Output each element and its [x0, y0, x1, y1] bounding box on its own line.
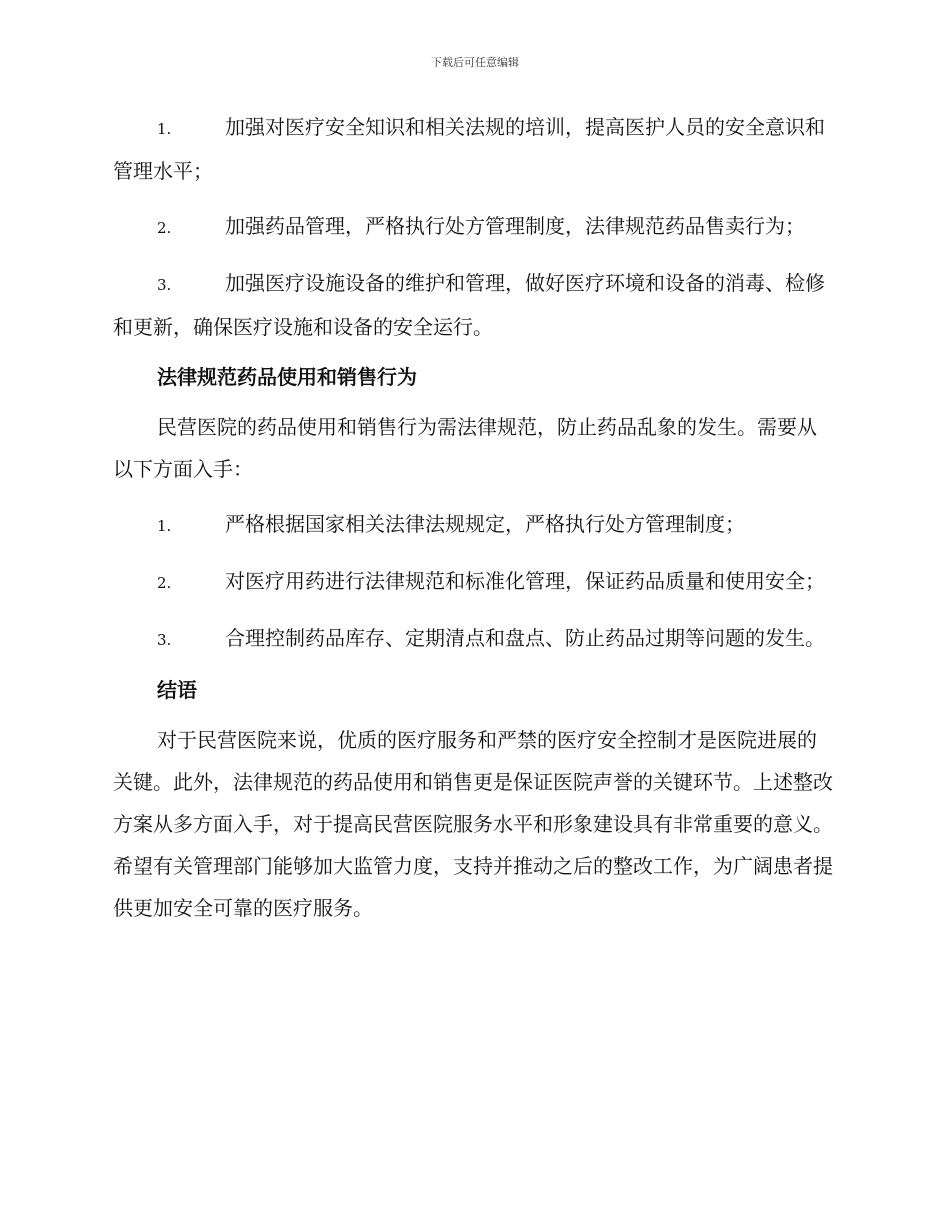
list-item: [113, 205, 833, 249]
list-item: [113, 503, 833, 547]
list-item: [113, 262, 833, 348]
list-text: 对医疗用药进行法律规范和标准化管理，保证药品质量和使用安全；: [225, 569, 825, 593]
list-number: 1.: [157, 120, 172, 138]
list-text: 加强医疗设施设备的维护和管理，做好医疗环境和设备的消毒、检修和更新，确保医疗设施和设备的安全运行。: [113, 271, 825, 339]
list-text: 严格根据国家相关法律法规规定，严格执行处方管理制度；: [225, 512, 745, 536]
section-heading: 结语: [157, 678, 197, 702]
intro-paragraph: 民营医院的药品使用和销售行为需法律规范，防止药品乱象的发生。需要从以下方面入手：: [113, 415, 817, 481]
list-item: [113, 617, 833, 661]
list-number: 2.: [157, 574, 172, 592]
list-text: 加强药品管理，严格执行处方管理制度，法律规范药品售卖行为；: [225, 214, 805, 238]
section-heading: 法律规范药品使用和销售行为: [157, 365, 417, 389]
list-number: 3.: [157, 631, 172, 649]
list-item: [113, 560, 833, 604]
conclusion-paragraph: 对于民营医院来说，优质的医疗服务和严禁的医疗安全控制才是医院进展的关键。此外，法律规范的药品使用和销售更是保证医院声誉的关键环节。上述整改方案从多方面入手，对于提高民营医院服务水平和形象建设具有非常重要的意义。希望有关管理部门能够加大监管力度，支持并推动之后的整改工作，为广阔患者提供更加安全可靠的医疗服务。: [113, 728, 833, 920]
list-text: 合理控制药品库存、定期清点和盘点、防止药品过期等问题的发生。: [225, 626, 825, 650]
list-text: 加强对医疗安全知识和相关法规的培训，提高医护人员的安全意识和管理水平；: [113, 115, 825, 183]
list-item: [113, 106, 833, 192]
document-body: [113, 106, 833, 942]
list-number: 2.: [157, 219, 172, 237]
page-header: 下载后可任意编辑: [431, 56, 519, 69]
list-number: 3.: [157, 276, 172, 294]
list-number: 1.: [157, 517, 172, 535]
